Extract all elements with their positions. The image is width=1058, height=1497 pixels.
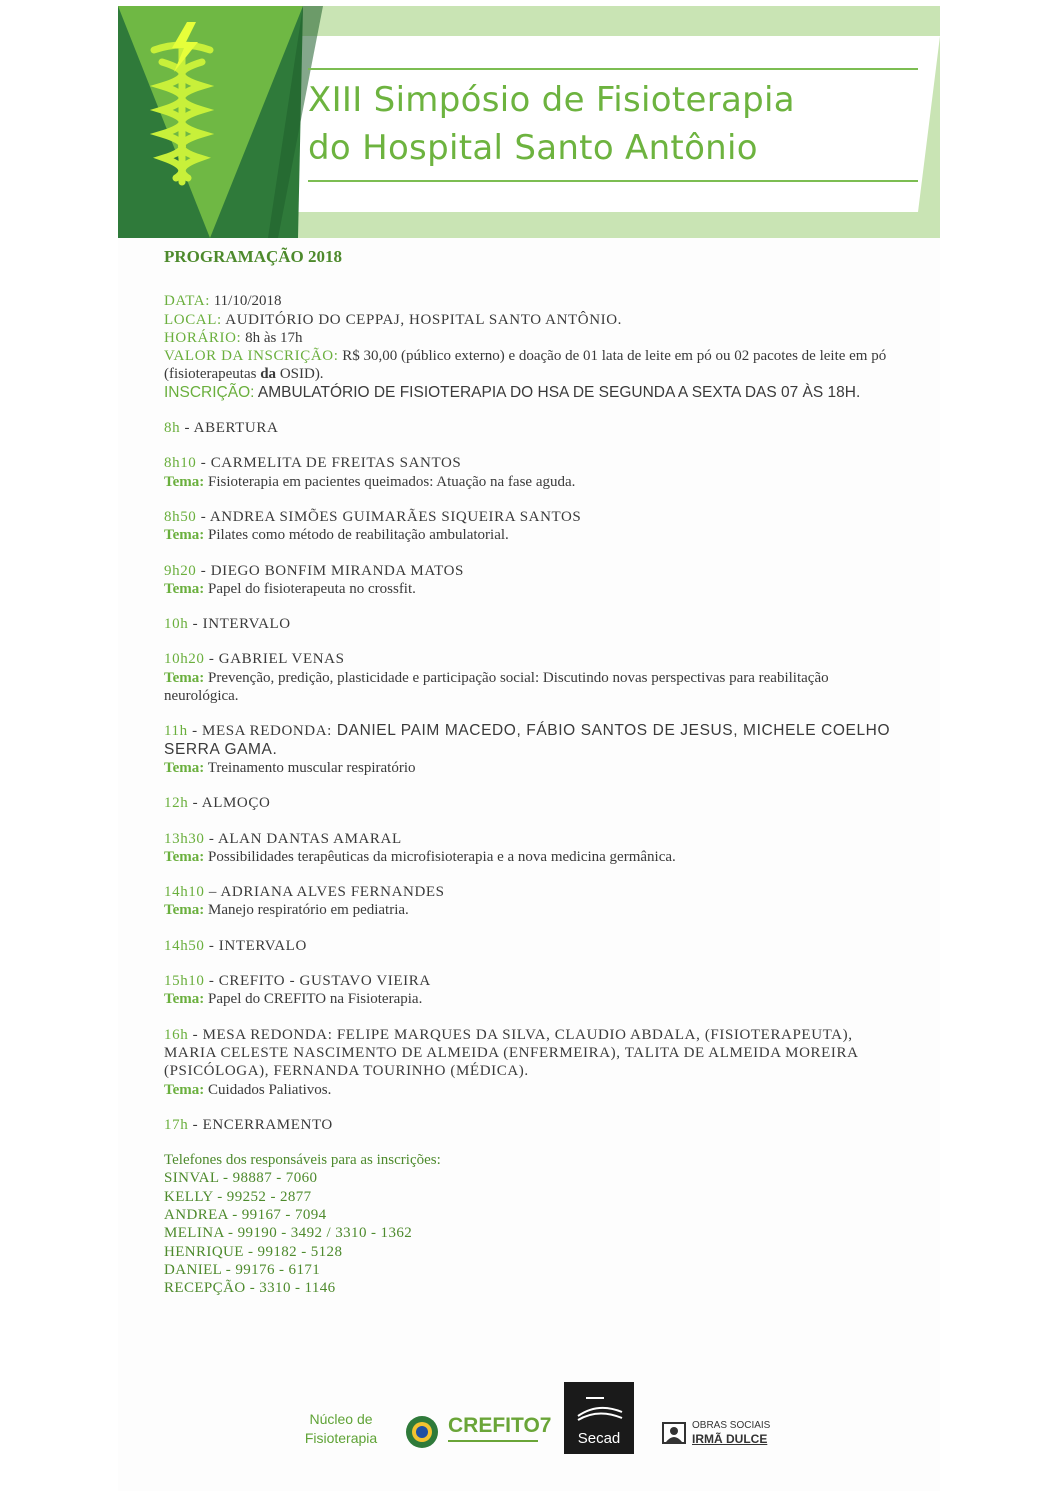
info-time-label: HORÁRIO: <box>164 329 242 346</box>
schedule-item <box>164 1026 904 1099</box>
nucleo-fisioterapia-logo <box>296 1410 386 1448</box>
schedule-item <box>164 615 904 633</box>
theme-label: Tema: <box>164 473 205 490</box>
caduceus-icon <box>132 22 232 192</box>
schedule-theme <box>164 901 904 919</box>
program-content <box>164 244 904 1297</box>
schedule-line <box>164 830 904 848</box>
sponsor-logos <box>118 1378 940 1478</box>
info-fee-label: VALOR DA INSCRIÇÃO: <box>164 348 339 365</box>
schedule-line <box>164 1026 904 1081</box>
theme-label: Tema: <box>164 991 205 1008</box>
coat-of-arms-icon <box>404 1414 440 1450</box>
schedule-title: - ALAN DANTAS AMARAL <box>204 830 402 847</box>
schedule-title: - CREFITO - GUSTAVO VIEIRA <box>204 973 431 990</box>
event-title-line2: do Hospital Santo Antônio <box>308 128 758 168</box>
theme-text: Pilates como método de reabilitação ambulatorial. <box>204 527 509 544</box>
schedule-time: 8h <box>164 420 181 437</box>
schedule-title: - MESA REDONDA: FELIPE MARQUES DA SILVA, CLAUDIO ABDALA, (FISIOTERAPEUTA), MARIA CELESTE NASCIMENTO DE ALMEIDA (ENFERMEIRA), TALITA DE ALMEIDA MOREIRA (PSICÓLOGA), FERNANDA TOURINHO (MÉDICA). <box>164 1026 858 1080</box>
info-fee-bold: da <box>260 366 277 383</box>
info-fee-end: OSID). <box>276 366 324 383</box>
schedule-time: 15h10 <box>164 973 205 990</box>
schedule-title: - DIEGO BONFIM MIRANDA MATOS <box>196 562 464 579</box>
schedule-time: 11h <box>164 723 188 740</box>
secad-logo <box>564 1382 634 1454</box>
schedule-time: 16h <box>164 1026 189 1043</box>
schedule-theme <box>164 848 904 866</box>
theme-label: Tema: <box>164 669 205 686</box>
info-location-label: LOCAL: <box>164 311 222 328</box>
info-registration <box>164 384 904 402</box>
phones-list <box>164 1169 904 1297</box>
schedule-time: 14h50 <box>164 937 205 954</box>
schedule-line <box>164 794 904 812</box>
info-fee <box>164 347 904 384</box>
schedule-line <box>164 562 904 580</box>
schedule-list <box>164 419 904 1134</box>
phone-entry: KELLY - 99252 - 2877 <box>164 1188 312 1205</box>
schedule-time: 8h10 <box>164 455 197 472</box>
theme-text: Cuidados Paliativos. <box>204 1081 332 1098</box>
info-registration-value: AMBULATÓRIO DE FISIOTERAPIA DO HSA DE SEGUNDA A SEXTA DAS 07 ÀS 18H. <box>254 383 861 401</box>
schedule-theme <box>164 990 904 1008</box>
schedule-line <box>164 883 904 901</box>
schedule-item <box>164 508 904 545</box>
schedule-time: 14h10 <box>164 884 205 901</box>
info-date <box>164 292 904 310</box>
schedule-line <box>164 454 904 472</box>
schedule-line <box>164 937 904 955</box>
phone-entry: RECEPÇÃO - 3310 - 1146 <box>164 1280 336 1297</box>
irma-line2: IRMÃ DULCE <box>692 1432 768 1446</box>
schedule-item <box>164 1116 904 1134</box>
schedule-line <box>164 972 904 990</box>
info-registration-label: INSCRIÇÃO: <box>164 383 255 401</box>
schedule-line <box>164 615 904 633</box>
event-info <box>164 292 904 402</box>
schedule-time: 9h20 <box>164 562 197 579</box>
phone-entry: DANIEL - 99176 - 6171 <box>164 1261 321 1278</box>
schedule-theme <box>164 580 904 598</box>
secad-label: Secad <box>577 1430 621 1447</box>
theme-text: Papel do CREFITO na Fisioterapia. <box>204 991 423 1008</box>
theme-text: Manejo respiratório em pediatria. <box>204 902 409 919</box>
nucleo-line1: Núcleo de <box>309 1411 373 1427</box>
schedule-title: - ANDREA SIMÕES GUIMARÃES SIQUEIRA SANTOS <box>196 508 582 525</box>
event-title-line1: XIII Simpósio de Fisioterapia <box>308 80 795 120</box>
phone-entry: MELINA - 99190 - 3492 / 3310 - 1362 <box>164 1225 413 1242</box>
info-fee-value: R$ 30,00 (público externo) e doação de 01 lata de leite em pó ou 02 pacotes de leite em pó (fisioterapeutas <box>164 348 887 383</box>
theme-text: Fisioterapia em pacientes queimados: Atuação na fase aguda. <box>204 473 576 490</box>
info-date-value: 11/10/2018 <box>209 293 282 310</box>
title-top-rule <box>308 68 918 70</box>
schedule-item <box>164 830 904 867</box>
info-time-value: 8h às 17h <box>241 329 303 346</box>
schedule-line <box>164 722 904 759</box>
info-location-value: AUDITÓRIO DO CEPPAJ, HOSPITAL SANTO ANTÔNIO. <box>221 311 623 328</box>
schedule-item <box>164 454 904 491</box>
schedule-line <box>164 508 904 526</box>
theme-text: Treinamento muscular respiratório <box>204 759 416 776</box>
theme-label: Tema: <box>164 580 205 597</box>
schedule-item <box>164 722 904 777</box>
theme-text: Possibilidades terapêuticas da microfisioterapia e a nova medicina germânica. <box>204 848 676 865</box>
schedule-theme <box>164 669 904 706</box>
schedule-time: 12h <box>164 795 189 812</box>
schedule-time: 10h20 <box>164 651 205 668</box>
program-heading: PROGRAMAÇÃO 2018 <box>164 247 343 266</box>
schedule-line <box>164 1116 904 1134</box>
phone-entry: ANDREA - 99167 - 7094 <box>164 1206 327 1223</box>
theme-label: Tema: <box>164 759 205 776</box>
info-time <box>164 329 904 347</box>
schedule-title-names: DANIEL PAIM MACEDO, FÁBIO SANTOS DE JESUS, MICHELE COELHO SERRA GAMA. <box>164 722 891 758</box>
schedule-item <box>164 562 904 599</box>
schedule-title: - INTERVALO <box>204 937 307 954</box>
schedule-item <box>164 794 904 812</box>
schedule-line <box>164 419 904 437</box>
schedule-title: - GABRIEL VENAS <box>204 651 345 668</box>
theme-label: Tema: <box>164 902 205 919</box>
irma-dulce-portrait-icon <box>662 1422 686 1444</box>
schedule-title: - MESA REDONDA: <box>187 723 332 740</box>
phone-contacts <box>164 1151 904 1297</box>
schedule-item <box>164 650 904 705</box>
schedule-theme <box>164 526 904 544</box>
schedule-item <box>164 419 904 437</box>
info-location <box>164 311 904 329</box>
schedule-title: - CARMELITA DE FREITAS SANTOS <box>196 455 462 472</box>
theme-label: Tema: <box>164 1081 205 1098</box>
schedule-title: - ALMOÇO <box>188 795 271 812</box>
secad-mark-icon <box>564 1382 634 1428</box>
schedule-time: 17h <box>164 1116 189 1133</box>
title-bottom-rule <box>308 180 918 182</box>
schedule-item <box>164 883 904 920</box>
phones-title: Telefones dos responsáveis para as inscrições: <box>164 1152 441 1169</box>
crefito-subline <box>448 1440 538 1450</box>
phone-entry: HENRIQUE - 99182 - 5128 <box>164 1243 343 1260</box>
schedule-theme <box>164 1081 904 1099</box>
schedule-line <box>164 650 904 668</box>
schedule-title: - INTERVALO <box>188 616 291 633</box>
header-banner <box>118 6 940 238</box>
schedule-item <box>164 937 904 955</box>
phone-entry: SINVAL - 98887 - 7060 <box>164 1170 318 1187</box>
schedule-title: – ADRIANA ALVES FERNANDES <box>204 884 445 901</box>
theme-text: Papel do fisioterapeuta no crossfit. <box>204 580 416 597</box>
schedule-theme <box>164 473 904 491</box>
nucleo-line2: Fisioterapia <box>304 1430 378 1446</box>
theme-text: Prevenção, predição, plasticidade e participação social: Discutindo novas perspectivas para reabilitação neurológica. <box>164 669 829 705</box>
schedule-item <box>164 972 904 1009</box>
schedule-title: - ABERTURA <box>180 420 279 437</box>
info-date-label: DATA: <box>164 293 210 310</box>
schedule-time: 13h30 <box>164 830 205 847</box>
theme-label: Tema: <box>164 848 205 865</box>
crefito-logo: CREFITO7 <box>448 1414 552 1437</box>
schedule-theme <box>164 759 904 777</box>
schedule-time: 8h50 <box>164 508 197 525</box>
irma-line1: OBRAS SOCIAIS <box>692 1420 771 1431</box>
schedule-time: 10h <box>164 616 189 633</box>
schedule-title: - ENCERRAMENTO <box>188 1116 333 1133</box>
theme-label: Tema: <box>164 527 205 544</box>
